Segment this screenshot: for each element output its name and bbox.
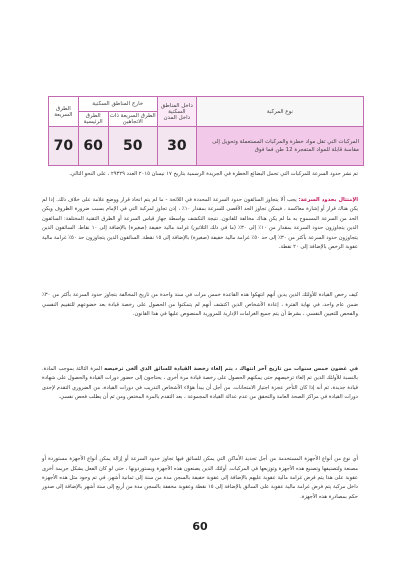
intro-paragraph: تم نشر حدود السرعة للمركبات التي تحمل البضائع الخطرة في الجريدة الرسمية بتاريخ ١٧ نيسان ٢٠١٥ العدد ٢٩٣٢٩ ، على النحو التالي. [69,171,358,178]
limit-express-direction: 50 [108,127,157,166]
speed-limits-table [48,96,364,166]
header-inside-sub: داخل المدن [163,114,191,121]
table-header-row [49,97,364,112]
header-vehicle-type: نوع المركبة [196,97,363,127]
repeat-offense-paragraph [42,365,358,403]
table-row [49,127,364,166]
compliance-heading: الإمتثال بحدود السرعة: [298,197,358,203]
compliance-text: يجب ألا يتجاوز السائقون حدود السرعة المحددة في اللائحة - ما لم يتم اتخاذ قرار ووضع علامة على خلاف ذلك. إذا لم يكن هناك قرار أو إشارة معاكسة ، فيمكن تجاوز الحد الأقصى للسرعة بمقدار ١٠٪ ، إذن تجاوز لمركبة التي في الإمام بسبب ضرورة الظروف ويكن الحد من السرعة المسموح به ما لم يكن هناك مخالفة للقانون. نتيجة التكشف بواسطة جهاز قياس السرعة أو الطرق التقنية المختلفة: السائقون الذين يتجاوزون حدود السرعة بمقدار من ١٠٪ إلى ٣٠٪ (ما في ذلك الثلاثين) غرامة مالية خفيفة (صغيرة) بالإضافة إلى ١٠ نقاط. السائقون الذين يتجاوزون حدود السرعة بأكثر من ٣٠٪ إلى حد ٥٠٪ غرامة مالية خفيفة (صغيرة) بالإضافة إلى ١٥ نقطة. السائقون الذين يتجاوزون حد ٥٠٪ غرامة مالية عقوبة الرخص بالإضافة إلى ٢٠ نقطة. [42,197,359,251]
vehicle-description-cell: المركبات التي تقل مواد خطرة والمركبات المستعملة وتحويل إلى مقاسة قابلة للمواد المتفجرة 12 طن فما فوق [196,127,363,166]
limit-main-roads: 60 [78,127,108,166]
repeat-offense-heading: في غضون خمس سنوات من تاريخ آخر انتهاك ، يتم إلغاء رخصة القيادة للسائق الذي ألغى ترخيصه [104,366,358,372]
repeat-offense-text: المرة الثالثة بموجب المادة. بالنسبة للأولئك الذين تم إلغاء ترخيصهم حتى يمكنهم الحصول على رخصة قيادة مرة أخرى ، يحتاجون إلى حضور دورات القيادة والحصول على شهادة قيادة جديدة، ثم أنه إذا كان التأخر عجزة اجتياز الامتحانات. من أجل أن يبدأ هؤلاء الأشخاص التدريب في دورات القيادة، من الضروري التقدم لإحدى دورات القيادة في مراكز الصحة العامة والتحقق من عدم عدالة القيادة المجموعة ، بعد التقدم بالمرة المختص ومن ثم أن يطلب فحص نفسي. [42,366,358,401]
header-highways: الطرق السريعة [49,97,79,127]
header-inside-urban-label: داخل المناطق السكنية [160,102,193,115]
limit-inside-urban: 30 [157,127,196,166]
compliance-paragraph [42,196,358,252]
devices-paragraph: أي نوع من أنواع الأجهزة المستخدمة من أجل تحديد الأماكن التي يمكن للسائق فيها تجاوز حدود السرعة أو إزالة يمكن أنواع الأجهزة مستوردة أو مصنعة ولتصنيفها وتصنيع هذه الأجهزة وتوزيعها في المركبات. أولئك الذين يصنعون هذه الأجهزة ويستوردونها ، حتى لو كان الفعل يشكل جريمة أخرى عقوبة على هذا يتم فرض غرامة مالية عقوبة عليهم بالإضافة إلى عقوبة خفيفة بالسجن مدة من سنة إلى ثمانية أشهر. في تم وجود مثل هذه الأجهزة داخل مركبة يتم فرض غرامة مالية عقوبة على السائق بالإضافة إلى ١٥ نقطة وعقوبة مخففة بالسجن مدة من أربع إلى ستة أشهر بالإضافة إلى صدور حكم بمصادرة هذه الأجهزة. [42,456,358,500]
limit-highways: 70 [49,127,79,166]
page-number: 60 [192,520,208,533]
header-express-direction: الطرق السريعة ذات الاتجاهين [109,113,156,125]
license-revocation-paragraph: كيف رخص القيادة للأولئك الذين يدين أنهم انتهكوا هذه القاعدة خمس مرات في سنة واحدة من تاريخ المخالفة بتجاوز حدود السرعة بأكثر من ٣٠٪ ضمن عام واحد، في نهاية الفترة ، إعادة الأشخاص الذين اكتشف أنهم لم يتمكنوا من الحصول على رخصة قيادة بعد خضوعهم للتقييم النفسي والفحص للتعيين النفسي ، بشرط أن يتم جميع الغرامات الإدارية للمرورية المنصوص عليها في هذا القانون. [42,292,358,317]
header-main-roads: الطرق الرئيسية [78,112,108,127]
header-inside-urban [157,97,196,127]
header-outside-urban: خارج المناطق السكنية [78,97,157,112]
